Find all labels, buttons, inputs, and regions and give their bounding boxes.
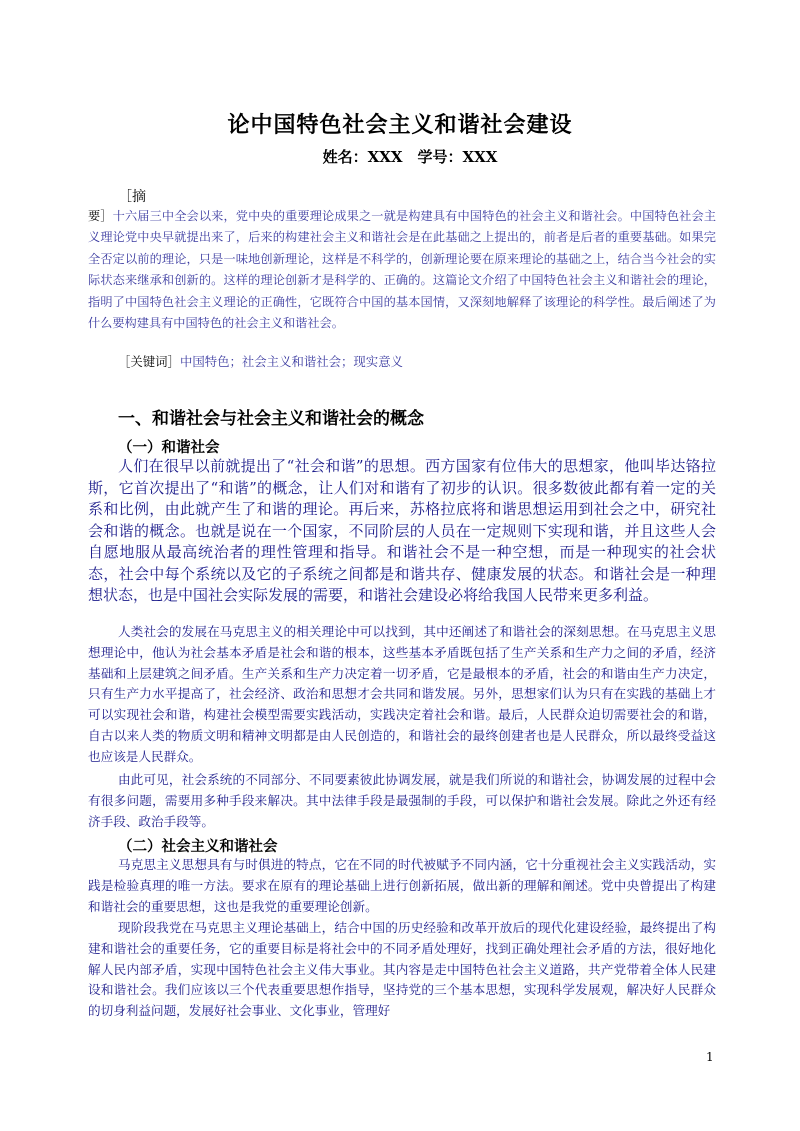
keywords-text: 中国特色；社会主义和谐社会；现实意义 [179,354,403,369]
section-heading: 一、和谐社会与社会主义和谐社会的概念 [118,409,424,429]
paragraph: 人类社会的发展在马克思主义的相关理论中可以找到，其中还阐述了和谐社会的深刻思想。在马克思主义思想理论中，他认为社会基本矛盾是社会和谐的根本，这些基本矛盾既包括了生产关系和生产力之间的矛盾，经济基础和上层建筑之间矛盾。生产关系和生产力决定着一切矛盾，它是最根本的矛盾，社会的和谐由生产力决定，只有生产力水平提高了，社会经济、政治和思想才会共同和谐发展。另外，思想家们认为只有在实践的基础上才可以实现社会和谐，构建社会模型需要实践活动，实践决定着社会和谐。最后，人民群众迫切需要社会的和谐，自古以来人类的物质文明和精神文明都是由人民创造的，和谐社会的最终创建者也是人民群众，所以最终受益这也应该是人民群众。 [88,624,716,764]
abstract-label-close: 要］ [88,209,113,223]
paragraph: 现阶段我党在马克思主义理论基础上，结合中国的历史经验和改革开放后的现代化建设经验，最终提出了构建和谐社会的重要任务，它的重要目标是将社会中的不同矛盾处理好，找到正确处理社会矛盾的方法，很好地化解人民内部矛盾，实现中国特色社会主义伟大事业。其内容是走中国特色社会主义道路，共产党带着全体人民建设和谐社会。我们应该以三个代表重要思想作指导，坚持党的三个基本思想，实现科学发展观，解决好人民群众的切身利益问题，发展好社会事业、文化事业，管理好 [88,920,716,1019]
abstract-text: 十六届三中全会以来，党中央的重要理论成果之一就是构建具有中国特色的社会主义和谐社会。中国特色社会主义理论党中央早就提出来了，后来的构建社会主义和谐社会是在此基础之上提出的，前者是后者的重要基础。如果完全否定以前的理论，只是一味地创新理论，这样是不科学的，创新理论要在原来理论的基础之上，结合当今社会的实际状态来继承和创新的。这样的理论创新才是科学的、正确的。这篇论文介绍了中国特色社会主义和谐社会的理论，指明了中国特色社会主义理论的正确性，它既符合中国的基本国情，又深刻地解释了该理论的科学性。最后阐述了为什么要构建具有中国特色的社会主义和谐社会。 [88,209,717,331]
author-line: 姓名：XXX 学号：XXX [322,148,498,166]
abstract-label-open: ［摘 [118,189,146,205]
page-number: 1 [706,1050,714,1064]
paragraph: 人们在很早以前就提出了“社会和谐”的思想。西方国家有位伟大的思想家，他叫毕达铬拉斯，它首次提出了“和谐”的概念，让人们对和谐有了初步的认识。很多数彼此都有着一定的关系和比例，由此就产生了和谐的理论。再后来，苏格拉底将和谐思想运用到社会之中，研究社会和谐的概念。也就是说在一个国家，不同阶层的人员在一定规则下实现和谐，并且这些人会自愿地服从最高统治者的理性管理和指导。和谐社会不是一种空想，而是一种现实的社会状态，社会中每个系统以及它的子系统之间都是和谐共存、健康发展的状态。和谐社会是一种理想状态，也是中国社会实际发展的需要，和谐社会建设必将给我国人民带来更多利益。 [88,457,716,604]
abstract-block [88,206,716,334]
keywords-label: ［关键词］ [118,354,180,369]
keywords-line [118,352,403,370]
subsection-heading-socialist-harmonious-society: （二）社会主义和谐社会 [118,838,278,855]
paragraph: 由此可见，社会系统的不同部分、不同要素彼此协调发展，就是我们所说的和谐社会，协调发展的过程中会有很多问题，需要用多种手段来解决。其中法律手段是最强制的手段，可以保护和谐社会发展。除此之外还有经济手段、政治手段等。 [88,772,716,829]
subsection-heading-harmonious-society: （一）和谐社会 [118,439,220,456]
paper-title: 论中国特色社会主义和谐社会建设 [227,112,573,138]
paragraph: 马克思主义思想具有与时俱进的特点，它在不同的时代被赋予不同内涵，它十分重视社会主义实践活动，实践是检验真理的唯一方法。要求在原有的理论基础上进行创新拓展，做出新的理解和阐述。党中央曾提出了构建和谐社会的重要思想，这也是我党的重要理论创新。 [88,857,716,914]
